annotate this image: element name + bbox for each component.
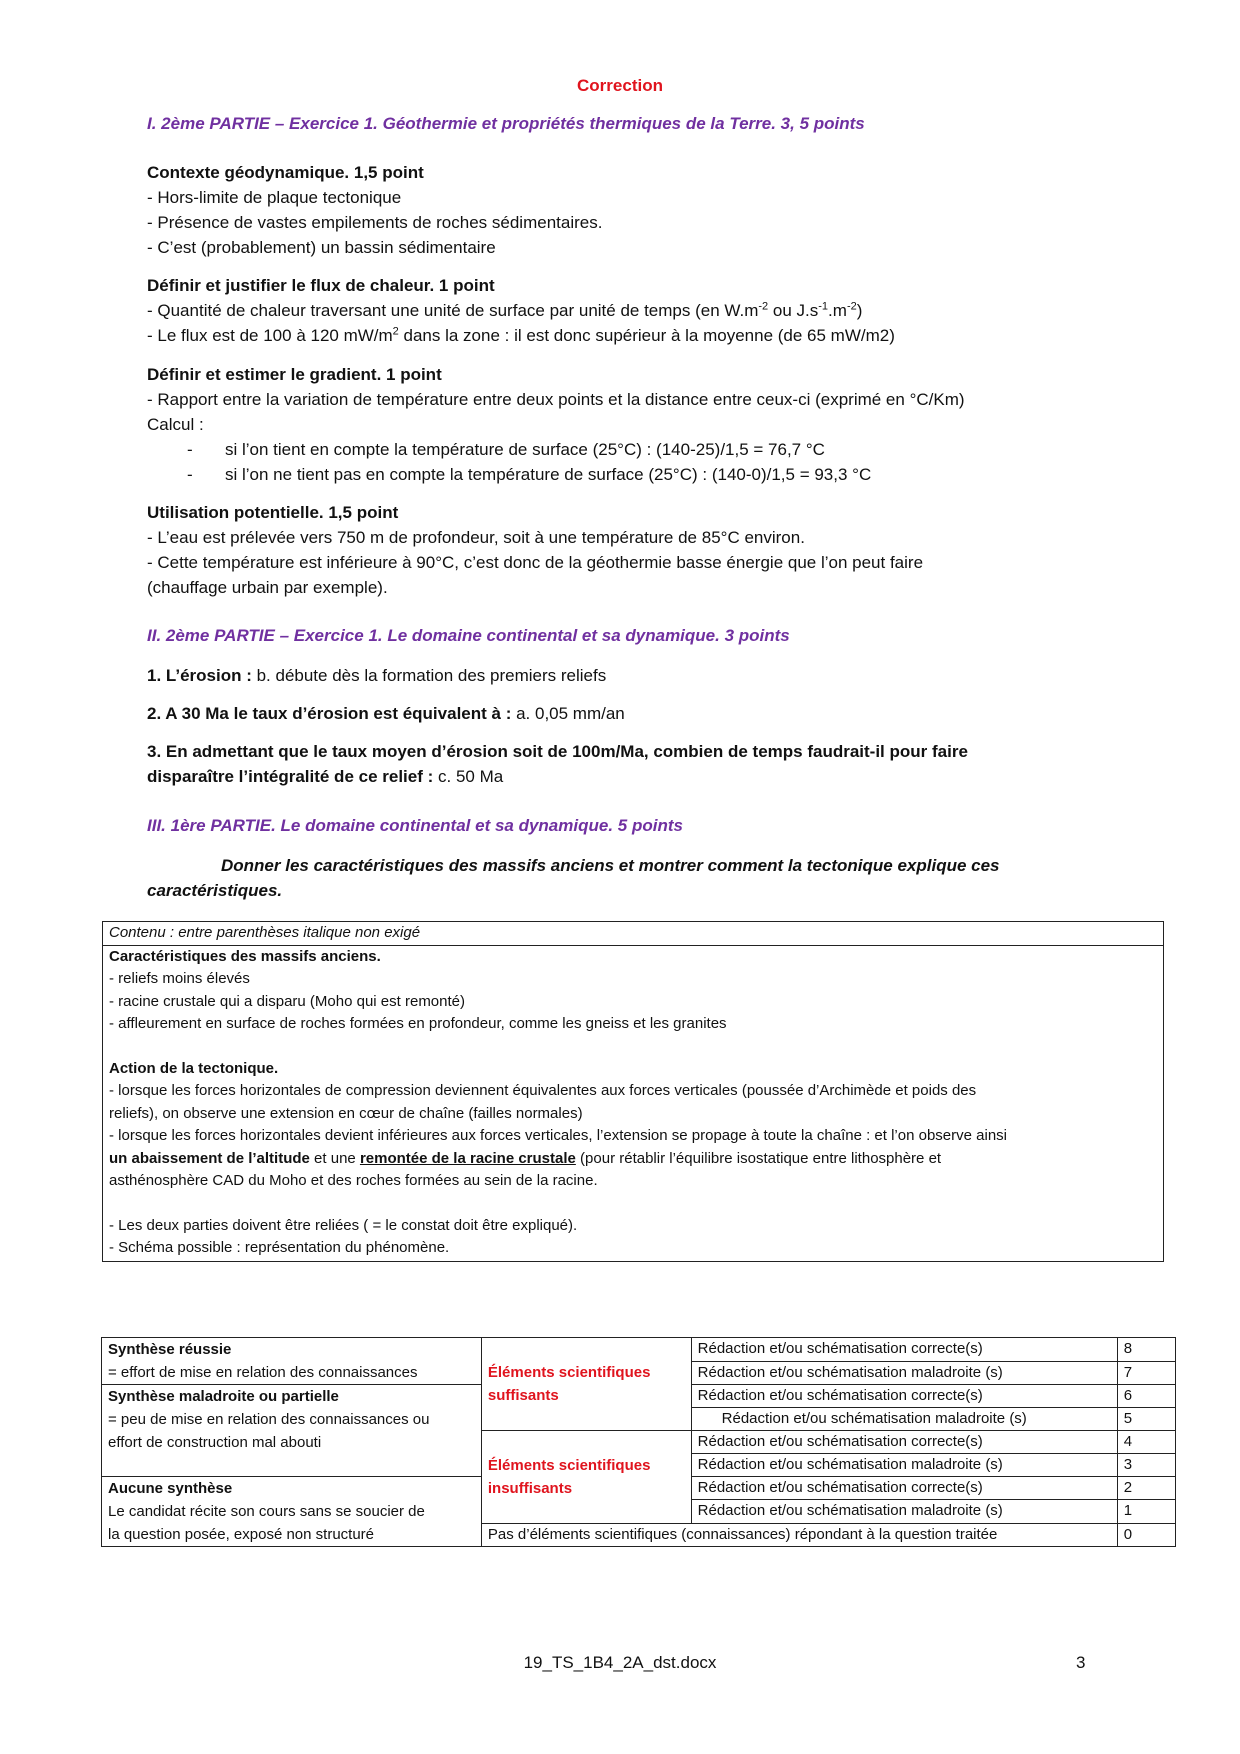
synthesis-cell: Synthèse réussie = effort de mise en relation des connaissances [102,1338,482,1385]
content-box [102,921,1164,1262]
text-line: - Cette température est inférieure à 90°C, c’est donc de la géothermie basse énergie que l’on peut faire [147,553,924,572]
text-line: - reliefs moins élevés [109,970,250,987]
text-line: - Hors-limite de plaque tectonique [147,188,402,207]
section-gradient [147,362,1107,487]
content-body [103,946,1163,1261]
part-2-heading: II. 2ème PARTIE – Exercice 1. Le domaine continental et sa dynamique. 3 points [147,626,790,645]
text-line: - Schéma possible : représentation du phénomène. [109,1239,450,1256]
content-caption: Contenu : entre parenthèses italique non exigé [103,922,1163,946]
score-cell: 7 [1117,1361,1175,1385]
text-line: Calcul : [147,415,204,434]
criterion-cell: Rédaction et/ou schématisation maladroite (s) [691,1361,1117,1385]
text-line: - C’est (probablement) un bassin sédimentaire [147,238,496,257]
text-line: - lorsque les forces horizontales de compression deviennent équivalentes aux forces verticales (poussée d’Archimède et poids des [109,1082,977,1099]
text-line: - Rapport entre la variation de température entre deux points et la distance entre ceux-ci (exprimé en °C/Km) [147,390,965,409]
criterion-cell: Rédaction et/ou schématisation correcte(s) [691,1477,1117,1500]
grading-table [101,1337,1176,1547]
question-1: 1. L’érosion : b. débute dès la formation des premiers reliefs [147,666,607,685]
criterion-cell: Rédaction et/ou schématisation maladroite (s) [691,1454,1117,1477]
text-line: asthénosphère CAD du Moho et des roches formées au sein de la racine. [109,1172,598,1189]
part-1-heading: I. 2ème PARTIE – Exercice 1. Géothermie et propriétés thermiques de la Terre. 3, 5 points [147,114,865,133]
section-heading: Définir et estimer le gradient. 1 point [147,365,442,384]
criterion-cell: Rédaction et/ou schématisation maladroite (s) [691,1500,1117,1523]
subheading: Action de la tectonique. [109,1059,279,1077]
text-line: - L’eau est prélevée vers 750 m de profondeur, soit à une température de 85°C environ. [147,528,805,547]
text-line: - Présence de vastes empilements de roches sédimentaires. [147,213,603,232]
text-line: - lorsque les forces horizontales devient inférieures aux forces verticales, l’extension se propage à toute la chaîne : et l’on observe ainsi [109,1127,1007,1144]
score-cell: 0 [1117,1523,1175,1546]
text-line: reliefs), on observe une extension en cœur de chaîne (failles normales) [109,1104,583,1122]
score-cell: 5 [1117,1408,1175,1431]
category-cell: Éléments scientifiques suffisants [481,1338,691,1431]
criterion-cell: Pas d’éléments scientifiques (connaissances) répondant à la question traitée [481,1523,1117,1546]
synthesis-cell: Synthèse maladroite ou partielle = peu de mise en relation des connaissances ou effort de construction mal abouti [102,1385,482,1477]
footer-filename: 19_TS_1B4_2A_dst.docx [523,1653,717,1672]
criterion-cell: Rédaction et/ou schématisation correcte(s) [691,1431,1117,1454]
section-utilisation [147,500,1107,600]
criterion-cell: Rédaction et/ou schématisation maladroite (s) [691,1408,1117,1431]
text-line: - Quantité de chaleur traversant une unité de surface par unité de temps (en $W.m^{-2}$ ou $J.s^{-1}.m^{-2}$) [147,300,863,320]
part-3-heading: III. 1ère PARTIE. Le domaine continental et sa dynamique. 5 points [147,816,683,835]
score-cell: 8 [1117,1338,1175,1362]
section-flux [147,273,1107,348]
text-line: - Le flux est de 100 à 120 $mW/m^2$ dans la zone : il est donc supérieur à la moyenne (de 65 mW/m2) [147,325,895,345]
table-row [102,1338,1176,1362]
task-statement: Donner les caractéristiques des massifs anciens et montrer comment la tectonique explique ces caractéristiques. [147,856,1000,900]
criterion-cell: Rédaction et/ou schématisation correcte(s) [691,1338,1117,1362]
page-title: Correction [577,76,663,95]
page-number: 3 [1076,1653,1086,1672]
score-cell: 2 [1117,1477,1175,1500]
subheading: Caractéristiques des massifs anciens. [109,947,381,965]
score-cell: 3 [1117,1454,1175,1477]
question-3: 3. En admettant que le taux moyen d’érosion soit de 100m/Ma, combien de temps faudrait-il pour faire disparaître l’intégralité de ce relief : c. 50 Ma [147,742,968,786]
section-heading: Définir et justifier le flux de chaleur. 1 point [147,276,495,295]
section-contexte [147,160,1107,260]
category-cell: Éléments scientifiques insuffisants [481,1431,691,1524]
synthesis-cell: Aucune synthèse Le candidat récite son cours sans se soucier de la question posée, exposé non structuré [102,1477,482,1547]
score-cell: 1 [1117,1500,1175,1523]
text-line: - affleurement en surface de roches formées en profondeur, comme les gneiss et les granites [109,1015,727,1032]
text-line: (chauffage urbain par exemple). [147,578,388,597]
text-line: un abaissement de l’altitude et une remontée de la racine crustale (pour rétablir l’équilibre isostatique entre lithosphère et [109,1149,942,1167]
section-heading: Contexte géodynamique. 1,5 point [147,163,424,182]
score-cell: 6 [1117,1385,1175,1408]
section-heading: Utilisation potentielle. 1,5 point [147,503,399,522]
list-item: - si l’on ne tient pas en compte la température de surface (25°C) : (140-0)/1,5 = 93,3 °C [187,465,872,484]
text-line: - racine crustale qui a disparu (Moho qui est remonté) [109,992,466,1010]
list-item: - si l’on tient en compte la température de surface (25°C) : (140-25)/1,5 = 76,7 °C [187,440,825,459]
question-2: 2. A 30 Ma le taux d’érosion est équivalent à : a. 0,05 mm/an [147,704,625,723]
criterion-cell: Rédaction et/ou schématisation correcte(s) [691,1385,1117,1408]
text-line: - Les deux parties doivent être reliées ( = le constat doit être expliqué). [109,1216,578,1234]
score-cell: 4 [1117,1431,1175,1454]
